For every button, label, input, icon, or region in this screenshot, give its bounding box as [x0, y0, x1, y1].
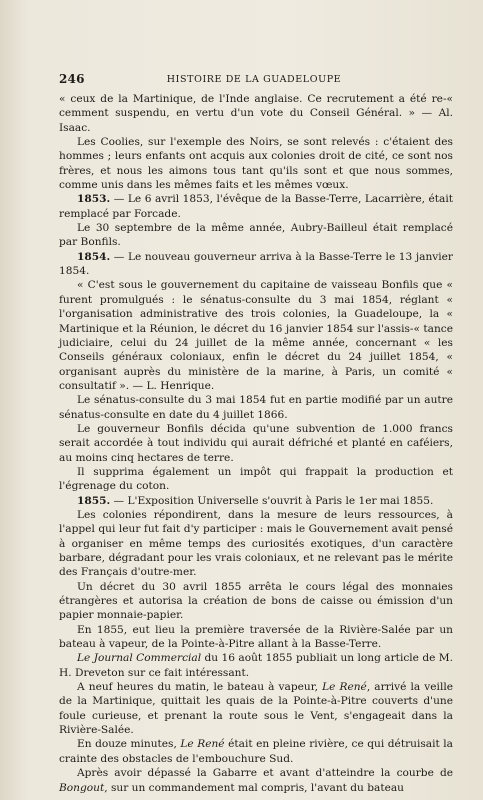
paragraph	[59, 494, 453, 508]
paragraph-text: du 16 août 1855 publiait un long article de M. H. Dreveton sur ce fait intéressant.	[59, 652, 453, 679]
paragraph-text: , sur un commandement mal compris, l'avant du bateau	[104, 781, 405, 794]
paragraph	[59, 465, 453, 494]
paragraph	[59, 92, 453, 135]
italic-text: Le René	[322, 681, 367, 694]
paragraph-text: Le sénatus-consulte du 3 mai 1854 fut en partie modifié par un autre sénatus-consulte en date du 4 juillet 1866.	[59, 394, 453, 421]
running-title: HISTOIRE DE LA GUADELOUPE	[166, 74, 342, 85]
paragraph-text: A neuf heures du matin, le bateau à vapeur,	[77, 681, 323, 694]
paragraph-text: , arrivé la veille de la Martinique, quittait les quais de la Pointe-à-Pitre couverts d'une foule curieuse, et prenant la route sous le Vent, s'engageait dans la Rivière-Salée.	[59, 681, 453, 737]
paragraph-text: En 1855, eut lieu la première traversée de la Rivière-Salée par un bateau à vapeur, de la Pointe-à-Pitre allant à la Basse-Terre.	[59, 623, 453, 651]
paragraph-text: Après avoir dépassé la Gabarre et avant d'atteindre la courbe de	[77, 767, 453, 780]
italic-text: Le Journal Commercial	[77, 652, 202, 665]
italic-text: Bongout	[59, 781, 105, 794]
paragraph	[59, 623, 453, 652]
paragraph	[59, 221, 453, 250]
paragraph-text: Les colonies répondirent, dans la mesure de leurs ressources, à l'appel qui leur fut fait d'y participer : mais le Gouvernement avait pensé à organiser en même temps des curiosités exotiques, d'un caractère barbare, dégradant pour les vrais coloniaux, et ne relevant pas le mérite des Français d'outre-mer.	[59, 508, 453, 579]
paragraph-text: « ceux de la Martinique, de l'Inde anglaise. Ce recrutement a été re-« cemment suspendu, en vertu d'un vote du Conseil Général. » — Al. Isaac.	[59, 93, 453, 134]
paragraph	[59, 580, 453, 623]
paragraph-text: Le 30 septembre de la même année, Aubry-Bailleul était remplacé par Bonfils.	[59, 222, 453, 249]
paragraph-text: Le gouverneur Bonfils décida qu'une subvention de 1.000 francs serait accordée à tout individu qui aurait défriché et planté en caféiers, au moins cinq hectares de terre.	[59, 422, 453, 464]
paragraph	[59, 250, 453, 279]
paragraph-text: était en pleine rivière, ce qui détruisait la crainte des obstacles de l'embouchure Sud.	[59, 738, 453, 765]
paragraph	[59, 393, 453, 422]
year-heading: 1853.	[77, 193, 111, 206]
paragraph	[59, 651, 453, 680]
year-heading: 1855.	[77, 494, 111, 507]
paragraph-text: En douze minutes,	[77, 738, 181, 751]
paragraph	[59, 737, 453, 766]
page-number: 246	[59, 72, 85, 86]
italic-text: Le René	[180, 738, 225, 751]
paragraph	[59, 192, 453, 221]
paragraph	[59, 680, 453, 737]
paragraph-text: Un décret du 30 avril 1855 arrêta le cours légal des monnaies étrangères et autorisa la création de bons de caisse ou émission d'un papier monnaie-papier.	[59, 580, 453, 622]
paragraph	[59, 135, 453, 192]
paragraph	[59, 422, 453, 465]
paragraph-text: — Le nouveau gouverneur arriva à la Basse-Terre le 13 janvier 1854.	[59, 250, 453, 278]
paragraph-text: — L'Exposition Universelle s'ouvrit à Paris le 1er mai 1855.	[110, 494, 434, 507]
paragraph-text: Les Coolies, sur l'exemple des Noirs, se sont relevés : c'étaient des hommes ; leurs enfants ont acquis aux colonies droit de cité, ce sont nos frères, et nous les aimons tous tant qu'ils sont et que nous sommes, comme unis dans les mêmes faits et les mêmes vœux.	[59, 136, 453, 192]
page-body	[59, 92, 453, 795]
paragraph-text: « C'est sous le gouvernement du capitaine de vaisseau Bonfils que « furent promulgués : le sénatus-consulte du 3 mai 1854, réglant « l'organisation administrative des trois colonies, la Guadeloupe, la « Martinique et la Réunion, le décret du 16 janvier 1854 sur l'assis-« tance judiciaire, celui du 24 juillet de la même année, concernant « les Conseils généraux coloniaux, enfin le décret du 24 juillet 1854, « organisant auprès du ministère de la marine, à Paris, un comité « consultatif ». — L. Henrique.	[59, 279, 453, 392]
paragraph	[59, 278, 453, 393]
paragraph	[59, 766, 453, 795]
year-heading: 1854.	[77, 250, 111, 263]
paragraph-text: Il supprima également un impôt qui frappait la production et l'égrenage du coton.	[59, 465, 453, 493]
paragraph-text: — Le 6 avril 1853, l'évêque de la Basse-Terre, Lacarrière, était remplacé par Forcade.	[59, 193, 453, 220]
paragraph	[59, 508, 453, 580]
